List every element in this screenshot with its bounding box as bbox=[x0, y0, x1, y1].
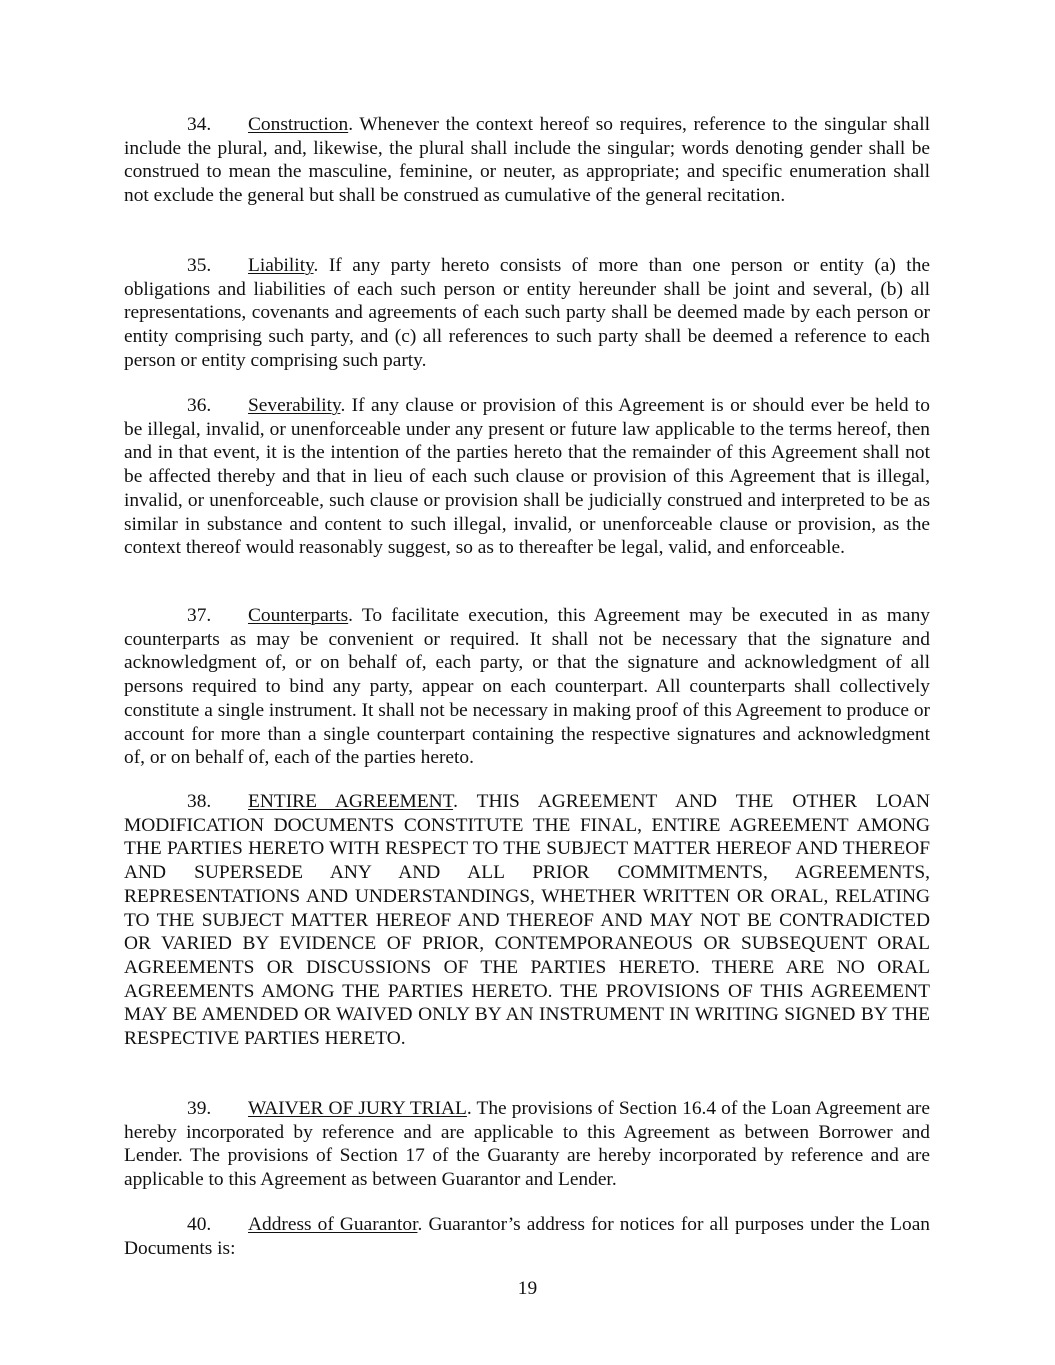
section-body: If any party hereto consists of more than one person or entity (a) the obligations and liabilities of each such person or entity hereunder shall be joint and several, (b) all representations, covenants and agreements of each such party shall be deemed made by each person or entity comprising such party, and (c) all references to such party shall be deemed a reference to each person or entity comprising such party. bbox=[124, 255, 930, 371]
heading-punctuation: . bbox=[313, 255, 329, 276]
section-number: 38. bbox=[187, 791, 212, 812]
section-number: 36. bbox=[187, 395, 212, 416]
section-heading: WAIVER OF JURY TRIAL bbox=[248, 1098, 467, 1119]
section-counterparts bbox=[124, 604, 930, 770]
section-body: The provisions of Section 16.4 of the Loan Agreement are hereby incorporated by reference and are applicable to this Agreement as between Borrower and Lender. The provisions of Section 17 of the Guaranty are hereby incorporated by reference and are applicable to this Agreement as between Guarantor and Lender. bbox=[124, 1098, 930, 1191]
section-heading: Liability bbox=[248, 255, 314, 276]
section-heading: Severability bbox=[248, 395, 341, 416]
section-severability bbox=[124, 394, 930, 560]
heading-punctuation: . bbox=[340, 395, 352, 416]
section-number: 35. bbox=[187, 255, 212, 276]
section-body: If any clause or provision of this Agreement is or should ever be held to be illegal, invalid, or unenforceable under any present or future law applicable to the terms hereof, then and in that event, it is the intention of the parties hereto that the remainder of this Agreement shall not be affected thereby and that in lieu of each such clause or provision of this Agreement that is illegal, invalid, or unenforceable, such clause or provision shall be judicially construed and interpreted to be as similar in substance and content to such illegal, invalid, or unenforceable clause or provision, as the context thereof would reasonably suggest, so as to thereafter be legal, valid, and enforceable. bbox=[124, 395, 930, 559]
section-number: 39. bbox=[187, 1098, 212, 1119]
section-heading: Construction bbox=[248, 114, 349, 135]
section-liability bbox=[124, 254, 930, 373]
heading-punctuation: . bbox=[348, 605, 362, 626]
section-body: To facilitate execution, this Agreement may be executed in as many counterparts as may be convenient or required. It shall not be necessary that the signature and acknowledgment of, or on behalf of, each party, or that the signature and acknowledgment of all persons required to bind any party, appear on each counterpart. All counterparts shall collectively constitute a single instrument. It shall not be necessary in making proof of this Agreement to produce or account for more than a single counterpart containing the respective signatures and acknowledgment of, or on behalf of, each of the parties hereto. bbox=[124, 605, 930, 769]
section-heading: ENTIRE AGREEMENT bbox=[248, 791, 454, 812]
section-body: Whenever the context hereof so requires, reference to the singular shall include the plural, and, likewise, the plural shall include the singular; words denoting gender shall be construed to mean the masculine, feminine, or neuter, as appropriate; and specific enumeration shall not exclude the general but shall be construed as cumulative of the general recitation. bbox=[124, 114, 930, 207]
section-number: 40. bbox=[187, 1214, 212, 1235]
heading-punctuation: . bbox=[466, 1098, 477, 1119]
heading-punctuation: . bbox=[453, 791, 477, 812]
section-heading: Address of Guarantor bbox=[248, 1214, 418, 1235]
section-waiver-of-jury-trial bbox=[124, 1097, 930, 1192]
page-number: 19 bbox=[517, 1278, 538, 1299]
section-heading: Counterparts bbox=[248, 605, 349, 626]
section-number: 37. bbox=[187, 605, 212, 626]
section-body: THIS AGREEMENT AND THE OTHER LOAN MODIFICATION DOCUMENTS CONSTITUTE THE FINAL, ENTIRE AGREEMENT AMONG THE PARTIES HERETO WITH RESPECT TO THE SUBJECT MATTER HEREOF AND THEREOF AND SUPERSEDE ANY AND ALL PRIOR COMMITMENTS, AGREEMENTS, REPRESENTATIONS AND UNDERSTANDINGS, WHETHER WRITTEN OR ORAL, RELATING TO THE SUBJECT MATTER HEREOF AND THEREOF AND MAY NOT BE CONTRADICTED OR VARIED BY EVIDENCE OF PRIOR, CONTEMPORANEOUS OR SUBSEQUENT ORAL AGREEMENTS OR DISCUSSIONS OF THE PARTIES HERETO. THERE ARE NO ORAL AGREEMENTS AMONG THE PARTIES HERETO. THE PROVISIONS OF THIS AGREEMENT MAY BE AMENDED OR WAIVED ONLY BY AN INSTRUMENT IN WRITING SIGNED BY THE RESPECTIVE PARTIES HERETO. bbox=[124, 791, 930, 1050]
section-body: Guarantor’s address for notices for all purposes under the Loan Documents is: bbox=[124, 1214, 930, 1259]
heading-punctuation: . bbox=[417, 1214, 429, 1235]
heading-punctuation: . bbox=[348, 114, 360, 135]
section-address-of-guarantor bbox=[124, 1213, 930, 1260]
section-number: 34. bbox=[187, 114, 212, 135]
section-entire-agreement bbox=[124, 790, 930, 1051]
section-construction bbox=[124, 113, 930, 208]
